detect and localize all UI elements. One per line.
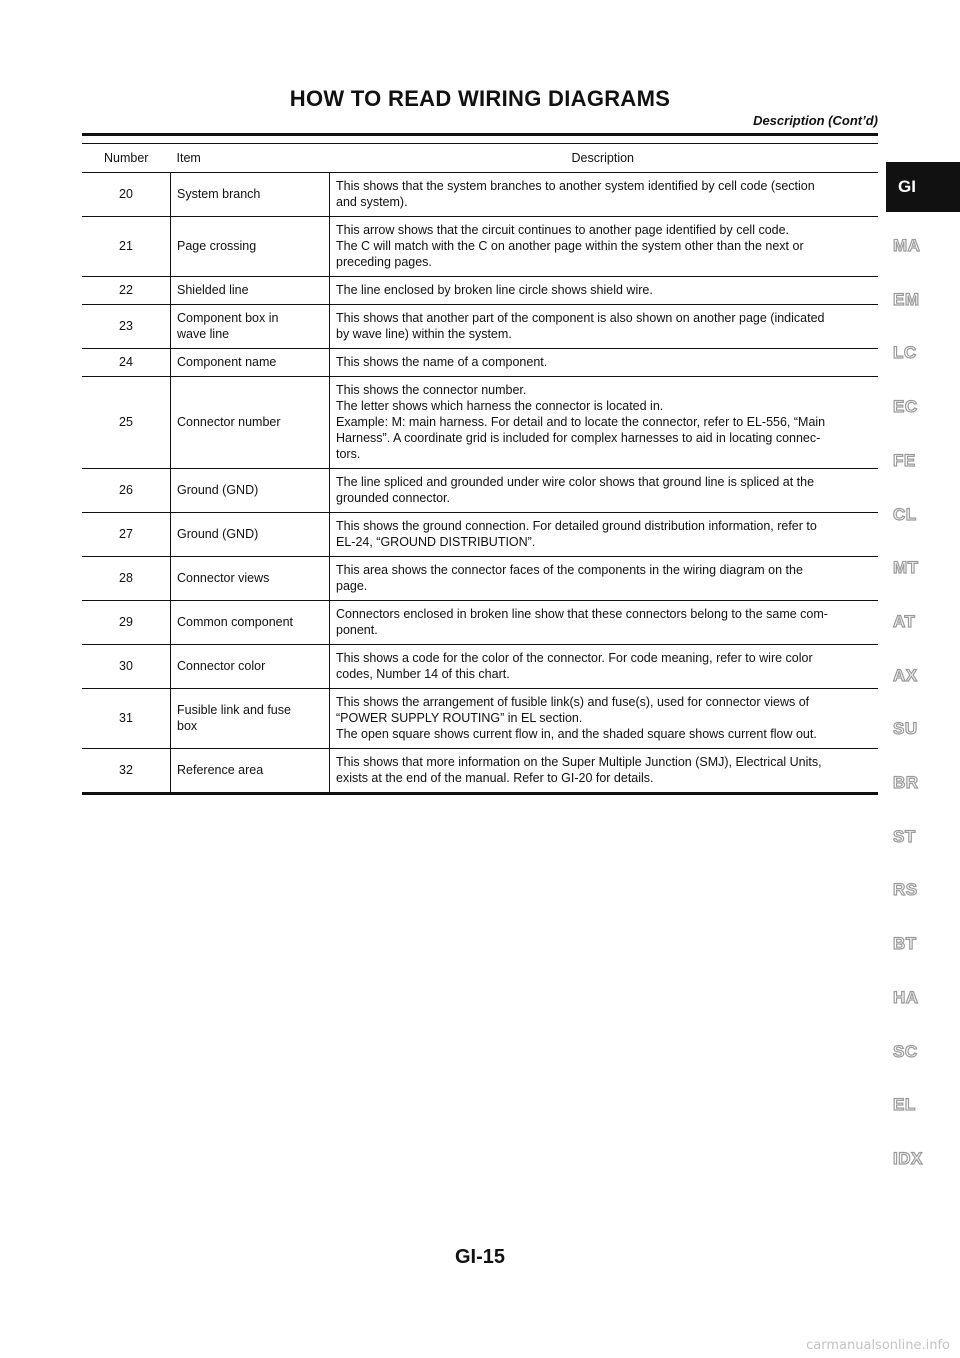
- section-tab[interactable]: RS: [893, 880, 918, 900]
- item-line: Common component: [177, 615, 294, 629]
- description-line: by wave line) within the system.: [336, 327, 512, 341]
- section-tab[interactable]: HA: [893, 987, 919, 1007]
- page-subtitle: Description (Cont’d): [753, 113, 878, 128]
- section-tab[interactable]: MT: [893, 558, 919, 578]
- section-tab[interactable]: IDX: [893, 1148, 923, 1168]
- description-line: Example: M: main harness. For detail and to locate the connector, refer to EL-556, “Main: [336, 415, 826, 429]
- row-description: [330, 689, 879, 749]
- section-tab[interactable]: MA: [893, 236, 921, 255]
- row-item: [171, 349, 330, 377]
- row-item: [171, 217, 330, 277]
- row-item: [171, 173, 330, 217]
- header-rule: [82, 133, 878, 136]
- row-description: [330, 377, 879, 469]
- row-item: [171, 277, 330, 305]
- description-line: This shows the ground connection. For detailed ground distribution information, refer to: [336, 519, 817, 533]
- description-line: The line spliced and grounded under wire color shows that ground line is spliced at the: [336, 475, 815, 489]
- section-tab[interactable]: AT: [893, 611, 916, 631]
- column-header-description: Description: [330, 144, 879, 173]
- table-row: [82, 217, 878, 277]
- item-line: Connector color: [177, 659, 266, 673]
- row-item: [171, 557, 330, 601]
- item-line: Shielded line: [177, 283, 249, 297]
- item-line: Connector views: [177, 571, 270, 585]
- description-line: EL-24, “GROUND DISTRIBUTION”.: [336, 535, 536, 549]
- description-line: Harness”. A coordinate grid is included for complex harnesses to aid in locating connec-: [336, 431, 821, 445]
- row-description: [330, 557, 879, 601]
- table-row: [82, 469, 878, 513]
- description-line: grounded connector.: [336, 491, 450, 505]
- description-line: This shows the connector number.: [336, 383, 527, 397]
- description-line: preceding pages.: [336, 255, 432, 269]
- row-description: [330, 601, 879, 645]
- watermark: carmanualsonline.info: [806, 1338, 950, 1353]
- row-item: [171, 645, 330, 689]
- row-number: 24: [82, 349, 171, 377]
- row-number: 23: [82, 305, 171, 349]
- description-line: This shows the arrangement of fusible link(s) and fuse(s), used for connector views of: [336, 695, 810, 709]
- page-title: HOW TO READ WIRING DIAGRAMS: [289, 86, 671, 111]
- row-number: 27: [82, 513, 171, 557]
- row-number: 26: [82, 469, 171, 513]
- row-number: 30: [82, 645, 171, 689]
- item-line: Fusible link and fuse: [177, 703, 291, 717]
- table-row: [82, 601, 878, 645]
- column-header-item: Item: [171, 144, 330, 173]
- table-row: [82, 377, 878, 469]
- section-tab[interactable]: EM: [893, 289, 920, 309]
- item-line: Reference area: [177, 763, 264, 777]
- table-row: [82, 749, 878, 794]
- item-line: wave line: [177, 327, 230, 341]
- row-item: [171, 513, 330, 557]
- section-tab[interactable]: EC: [893, 397, 918, 417]
- row-item: [171, 689, 330, 749]
- description-line: and system).: [336, 195, 408, 209]
- description-line: This shows the name of a component.: [336, 355, 548, 369]
- description-line: “POWER SUPPLY ROUTING” in EL section.: [336, 711, 583, 725]
- section-tab[interactable]: SC: [893, 1041, 918, 1061]
- table-row: [82, 645, 878, 689]
- item-line: Ground (GND): [177, 527, 259, 541]
- side-tab-active[interactable]: GI: [886, 162, 960, 212]
- row-number: 31: [82, 689, 171, 749]
- row-number: 28: [82, 557, 171, 601]
- table-row: [82, 173, 878, 217]
- row-number: 22: [82, 277, 171, 305]
- row-description: [330, 173, 879, 217]
- description-table: [82, 143, 878, 795]
- row-item: [171, 469, 330, 513]
- table-row: [82, 349, 878, 377]
- description-line: This area shows the connector faces of the components in the wiring diagram on the: [336, 563, 803, 577]
- column-header-number: Number: [82, 144, 171, 173]
- description-line: The C will match with the C on another page within the system other than the next or: [336, 239, 804, 253]
- row-number: 29: [82, 601, 171, 645]
- row-item: [171, 601, 330, 645]
- description-line: This shows that the system branches to another system identified by cell code (section: [336, 179, 815, 193]
- section-tab[interactable]: FE: [893, 450, 916, 470]
- row-item: [171, 377, 330, 469]
- section-tab[interactable]: BR: [893, 773, 919, 792]
- table-row: [82, 513, 878, 557]
- section-tab[interactable]: SU: [893, 719, 918, 739]
- table-body: [82, 173, 878, 794]
- row-item: [171, 305, 330, 349]
- description-line: tors.: [336, 447, 361, 461]
- item-line: System branch: [177, 187, 261, 201]
- item-line: Ground (GND): [177, 483, 259, 497]
- description-line: Connectors enclosed in broken line show that these connectors belong to the same com-: [336, 607, 828, 621]
- table-row: [82, 305, 878, 349]
- row-description: [330, 469, 879, 513]
- page-number: GI-15: [454, 1246, 506, 1268]
- description-line: The open square shows current flow in, and the shaded square shows current flow out.: [336, 727, 817, 741]
- row-description: [330, 645, 879, 689]
- description-line: page.: [336, 579, 368, 593]
- section-tab[interactable]: ST: [893, 826, 916, 846]
- description-line: exists at the end of the manual. Refer to GI-20 for details.: [336, 771, 654, 785]
- description-line: The letter shows which harness the connector is located in.: [336, 399, 664, 413]
- row-description: [330, 349, 879, 377]
- item-line: Component name: [177, 355, 277, 369]
- row-number: 20: [82, 173, 171, 217]
- row-description: [330, 305, 879, 349]
- table-row: [82, 277, 878, 305]
- table-row: [82, 689, 878, 749]
- description-line: The line enclosed by broken line circle shows shield wire.: [336, 283, 653, 297]
- row-description: [330, 749, 879, 794]
- row-number: 21: [82, 217, 171, 277]
- section-tab[interactable]: CL: [893, 504, 917, 524]
- description-line: ponent.: [336, 623, 378, 637]
- description-line: This shows that more information on the Super Multiple Junction (SMJ), Electrical Units,: [336, 755, 822, 769]
- description-line: This arrow shows that the circuit continues to another page identified by cell code.: [336, 223, 790, 237]
- table-row: [82, 557, 878, 601]
- row-description: [330, 217, 879, 277]
- item-line: box: [177, 719, 198, 733]
- row-description: [330, 513, 879, 557]
- row-number: 32: [82, 749, 171, 794]
- item-line: Component box in: [177, 311, 279, 325]
- description-line: This shows that another part of the component is also shown on another page (indicated: [336, 311, 825, 325]
- row-item: [171, 749, 330, 794]
- row-number: 25: [82, 377, 171, 469]
- row-description: [330, 277, 879, 305]
- item-line: Connector number: [177, 415, 281, 429]
- description-line: codes, Number 14 of this chart.: [336, 667, 510, 681]
- section-tab[interactable]: LC: [893, 343, 917, 363]
- section-tab[interactable]: EL: [893, 1095, 916, 1115]
- item-line: Page crossing: [177, 239, 257, 253]
- description-line: This shows a code for the color of the connector. For code meaning, refer to wire color: [336, 651, 813, 665]
- section-tab[interactable]: AX: [893, 665, 918, 685]
- table-header-row: [82, 144, 878, 173]
- section-tab[interactable]: BT: [893, 934, 917, 954]
